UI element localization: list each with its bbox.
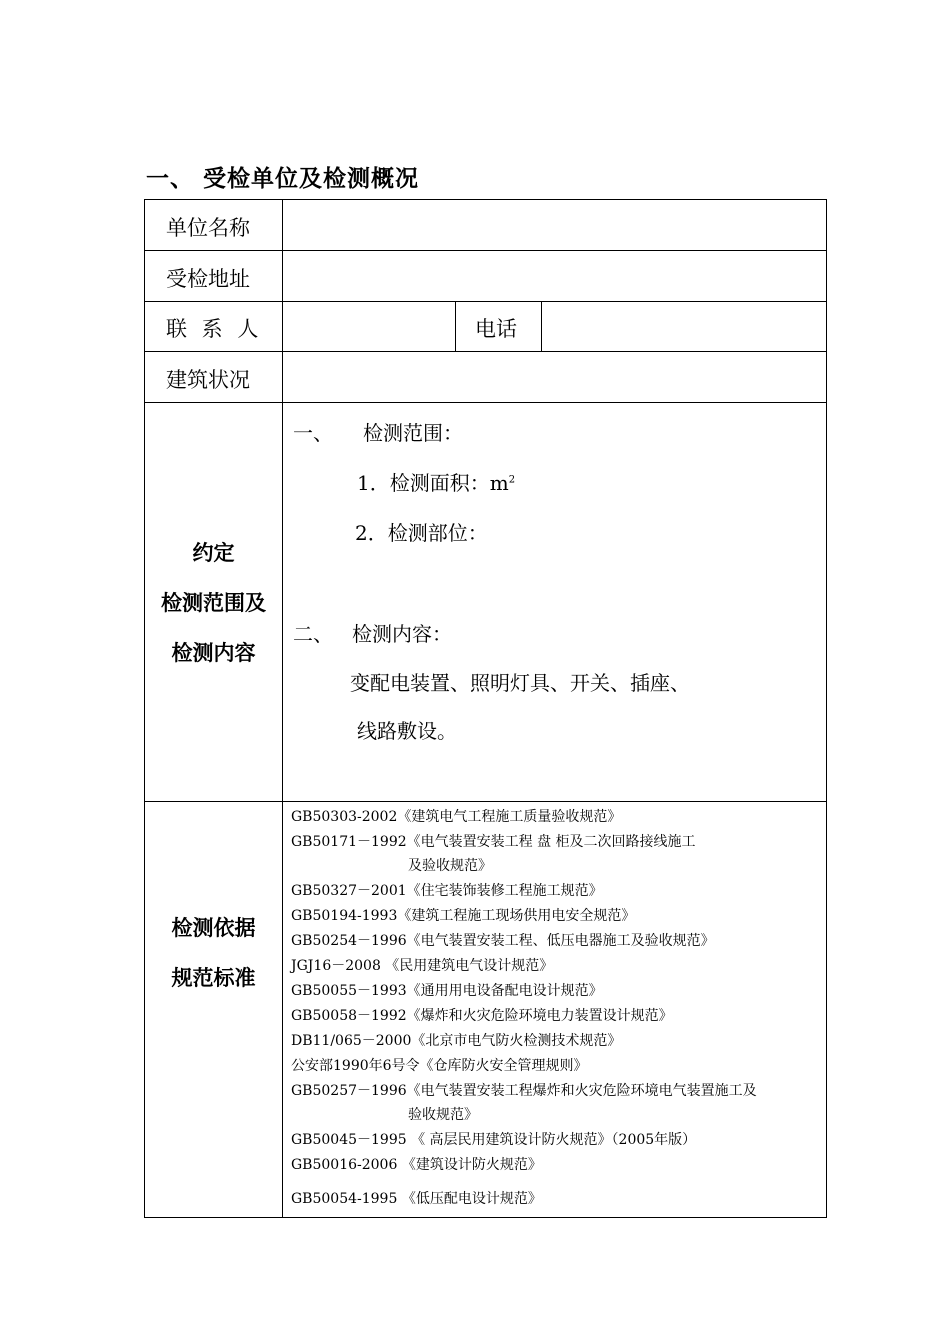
- standard-item: GB50055－1993《通用用电设备配电设计规范》: [291, 983, 603, 999]
- standard-item: GB50327－2001《住宅装饰装修工程施工规范》: [291, 883, 603, 899]
- row-divider: [145, 402, 826, 403]
- standard-item: GB50045－1995 《 高层民用建筑设计防火规范》（2005年版）: [291, 1132, 697, 1148]
- standard-item: GB50194-1993《建筑工程施工现场供用电安全规范》: [291, 908, 636, 924]
- scope-area-unit-exponent: 2: [508, 474, 516, 486]
- contact-label: 联 系 人: [166, 317, 263, 341]
- unit-name-value: [283, 200, 826, 250]
- scope-content-line1: 变配电装置、照明灯具、开关、插座、: [350, 671, 690, 695]
- scope-content-line2: 线路敷设。: [357, 719, 457, 743]
- standard-item: GB50054-1995 《低压配电设计规范》: [291, 1191, 542, 1207]
- address-label: 受检地址: [166, 267, 250, 291]
- scope-area-text: 1．检测面积：m: [357, 471, 509, 495]
- standard-item: DB11/065－2000《北京市电气防火检测技术规范》: [291, 1033, 622, 1049]
- standard-item: GB50016-2006 《建筑设计防火规范》: [291, 1157, 542, 1173]
- phone-label: 电话: [475, 317, 517, 341]
- row-divider: [145, 801, 826, 802]
- standard-item: GB50058－1992《爆炸和火灾危险环境电力装置设计规范》: [291, 1008, 673, 1024]
- building-value: [283, 352, 826, 402]
- building-label: 建筑状况: [166, 368, 250, 392]
- unit-name-label: 单位名称: [166, 216, 250, 240]
- standard-item: GB50257－1996《电气装置安装工程爆炸和火灾危险环境电气装置施工及: [291, 1083, 757, 1099]
- scope-item2-number: 二、: [293, 622, 333, 646]
- scope-location-line: 2．检测部位：: [355, 521, 488, 545]
- standard-item: 公安部1990年6号令《仓库防火安全管理规则》: [291, 1058, 588, 1074]
- standard-item: GB50171－1992《电气装置安装工程 盘 柜及二次回路接线施工: [291, 834, 696, 850]
- scope-item1-number: 一、: [293, 421, 333, 445]
- basis-label-line2: 规范标准: [171, 966, 256, 990]
- standard-item: JGJ16－2008 《民用建筑电气设计规范》: [291, 958, 554, 974]
- basis-label-line1: 检测依据: [171, 916, 256, 940]
- scope-item2-text: 检测内容：: [352, 622, 452, 646]
- section-title: 一、 受检单位及检测概况: [146, 166, 420, 192]
- phone-value: [542, 302, 826, 351]
- scope-item1-text: 检测范围：: [363, 421, 463, 445]
- scope-area-line: [357, 467, 515, 496]
- scope-label-line2: 检测范围及: [161, 591, 266, 615]
- column-divider: [455, 301, 456, 351]
- standard-item-continuation: 及验收规范》: [408, 858, 492, 874]
- standard-item-continuation: 验收规范》: [408, 1107, 478, 1123]
- address-value: [283, 251, 826, 301]
- standard-item: GB50303-2002《建筑电气工程施工质量验收规范》: [291, 809, 622, 825]
- survey-table: [144, 199, 827, 1218]
- scope-label-line3: 检测内容: [171, 641, 256, 665]
- scope-label-line1: 约定: [192, 541, 235, 565]
- contact-value: [283, 302, 455, 351]
- standard-item: GB50254－1996《电气装置安装工程、低压电器施工及验收规范》: [291, 933, 715, 949]
